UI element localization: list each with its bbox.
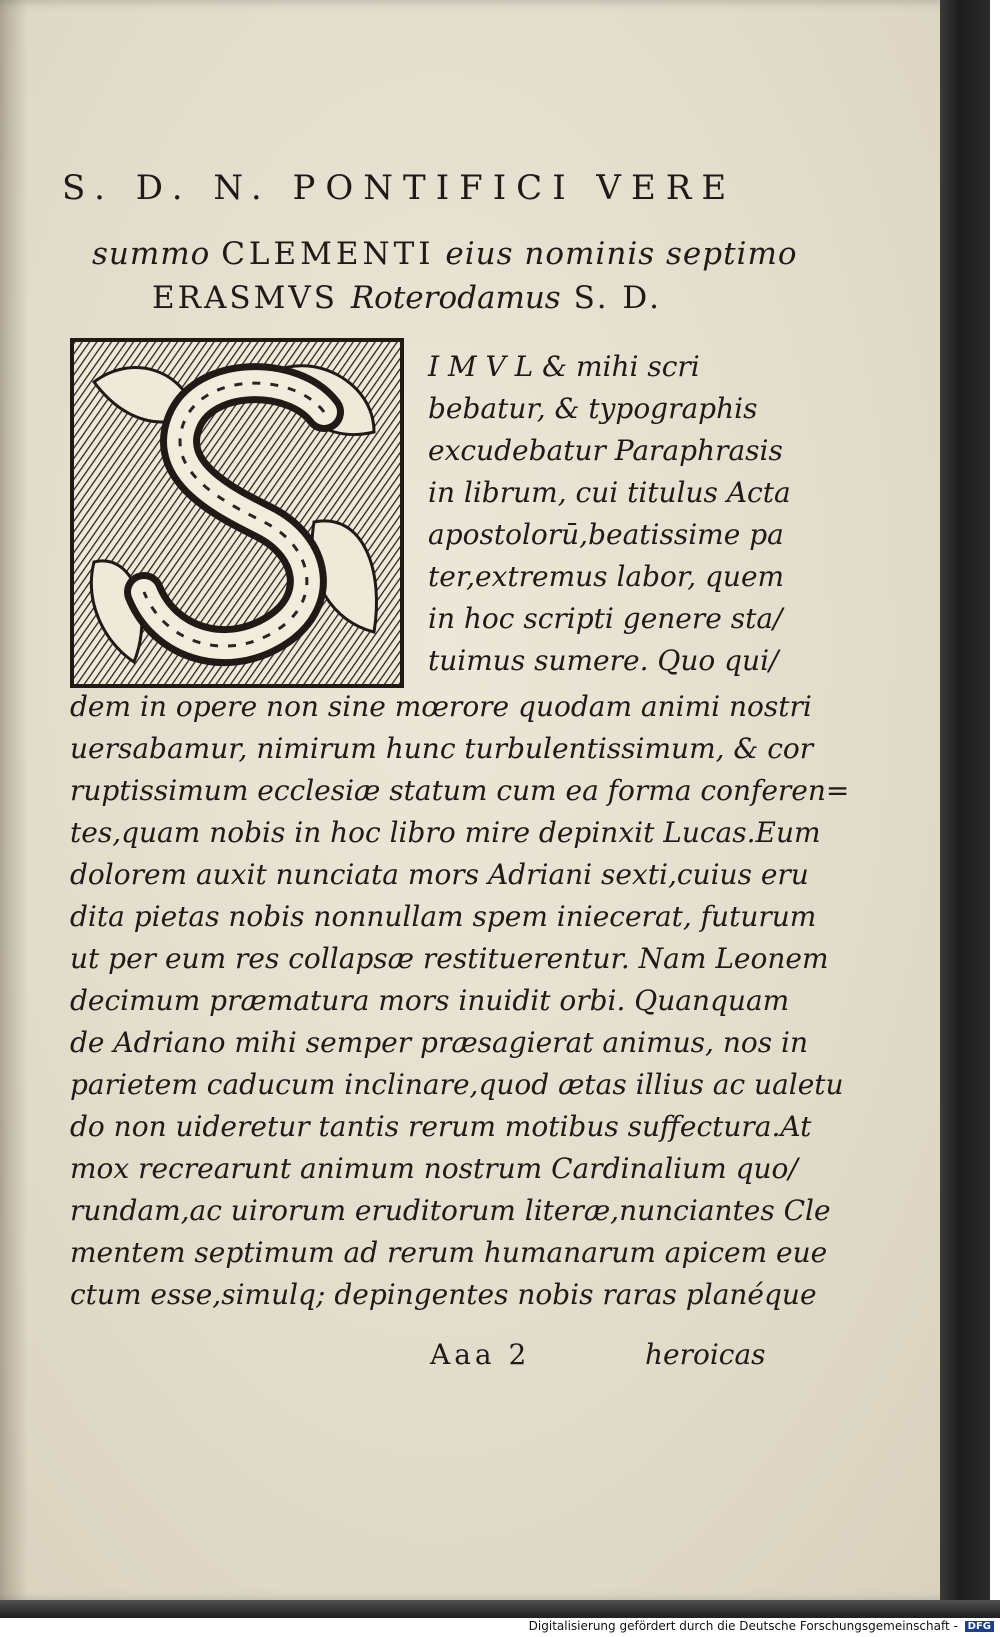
heading-word-clementi: CLEMENTI xyxy=(221,236,435,272)
book-edge-bottom xyxy=(0,1600,1000,1618)
body-line-11: ruptissimum ecclesiæ statum cum ea forma conferen= xyxy=(70,774,850,807)
heading-line-1: S. D. N. PONTIFICI VERE xyxy=(62,168,737,208)
body-line-4: in librum, cui titulus Acta xyxy=(428,476,791,509)
body-line-16: decimum præmatura mors inuidit orbi. Quanquam xyxy=(70,984,790,1017)
heading-word-erasmvs: ERASMVS xyxy=(152,280,338,316)
body-line-7: in hoc scripti genere sta/ xyxy=(428,602,783,635)
body-line-15: ut per eum res collapsæ restituerentur. Nam Leonem xyxy=(70,942,829,975)
body-line-3: excudebatur Paraphrasis xyxy=(428,434,783,467)
body-line-6: ter,extremus labor, quem xyxy=(428,560,785,593)
heading-sd: S. D. xyxy=(573,280,663,316)
heading-line-2 xyxy=(92,236,798,272)
body-line-2: bebatur, & typographis xyxy=(428,392,758,425)
digitization-credit xyxy=(529,1619,994,1633)
body-line-12: tes,quam nobis in hoc libro mire depinxit Lucas.Eum xyxy=(70,816,821,849)
body-line-9: dem in opere non sine mœrore quodam animi nostri xyxy=(70,690,812,723)
signature-mark: Aaa 2 xyxy=(430,1338,531,1371)
decorated-initial-s-icon xyxy=(70,338,404,688)
body-line-8: tuimus sumere. Quo qui/ xyxy=(428,644,779,677)
body-line-22: mentem septimum ad rerum humanarum apicem eue xyxy=(70,1236,828,1269)
body-line-20: mox recrearunt animum nostrum Cardinalium quo/ xyxy=(70,1152,798,1185)
dfg-logo-icon: DFG xyxy=(965,1621,994,1632)
body-line-21: rundam,ac uirorum eruditorum literæ,nunciantes Cle xyxy=(70,1194,831,1227)
body-line-10: uersabamur, nimirum hunc turbulentissimum, & cor xyxy=(70,732,814,765)
body-line-14: dita pietas nobis nonnullam spem iniecerat, futurum xyxy=(70,900,817,933)
heading-line-3 xyxy=(152,280,662,316)
body-line-13: dolorem auxit nunciata mors Adriani sexti,cuius eru xyxy=(70,858,809,891)
catchword: heroicas xyxy=(645,1338,766,1371)
body-line-23: ctum esse,simulq; depingentes nobis raras planéque xyxy=(70,1278,817,1311)
body-line-1: I M V L & mihi scri xyxy=(428,350,700,383)
body-line-17: de Adriano mihi semper præsagierat animus, nos in xyxy=(70,1026,808,1059)
gutter-shadow xyxy=(0,0,28,1602)
book-edge xyxy=(940,0,990,1612)
body-line-5: apostolorū,beatissime pa xyxy=(428,518,784,551)
heading-eius-nominis: eius nominis septimo xyxy=(445,236,798,272)
heading-word-roterodamus: Roterodamus xyxy=(350,280,561,316)
heading-word-summo: summo xyxy=(92,236,211,272)
credit-text: Digitalisierung gefördert durch die Deutsche Forschungsgemeinschaft - xyxy=(528,1619,958,1633)
body-line-18: parietem caducum inclinare,quod ætas illius ac ualetu xyxy=(70,1068,844,1101)
body-line-19: do non uideretur tantis rerum motibus suffectura.At xyxy=(70,1110,812,1143)
